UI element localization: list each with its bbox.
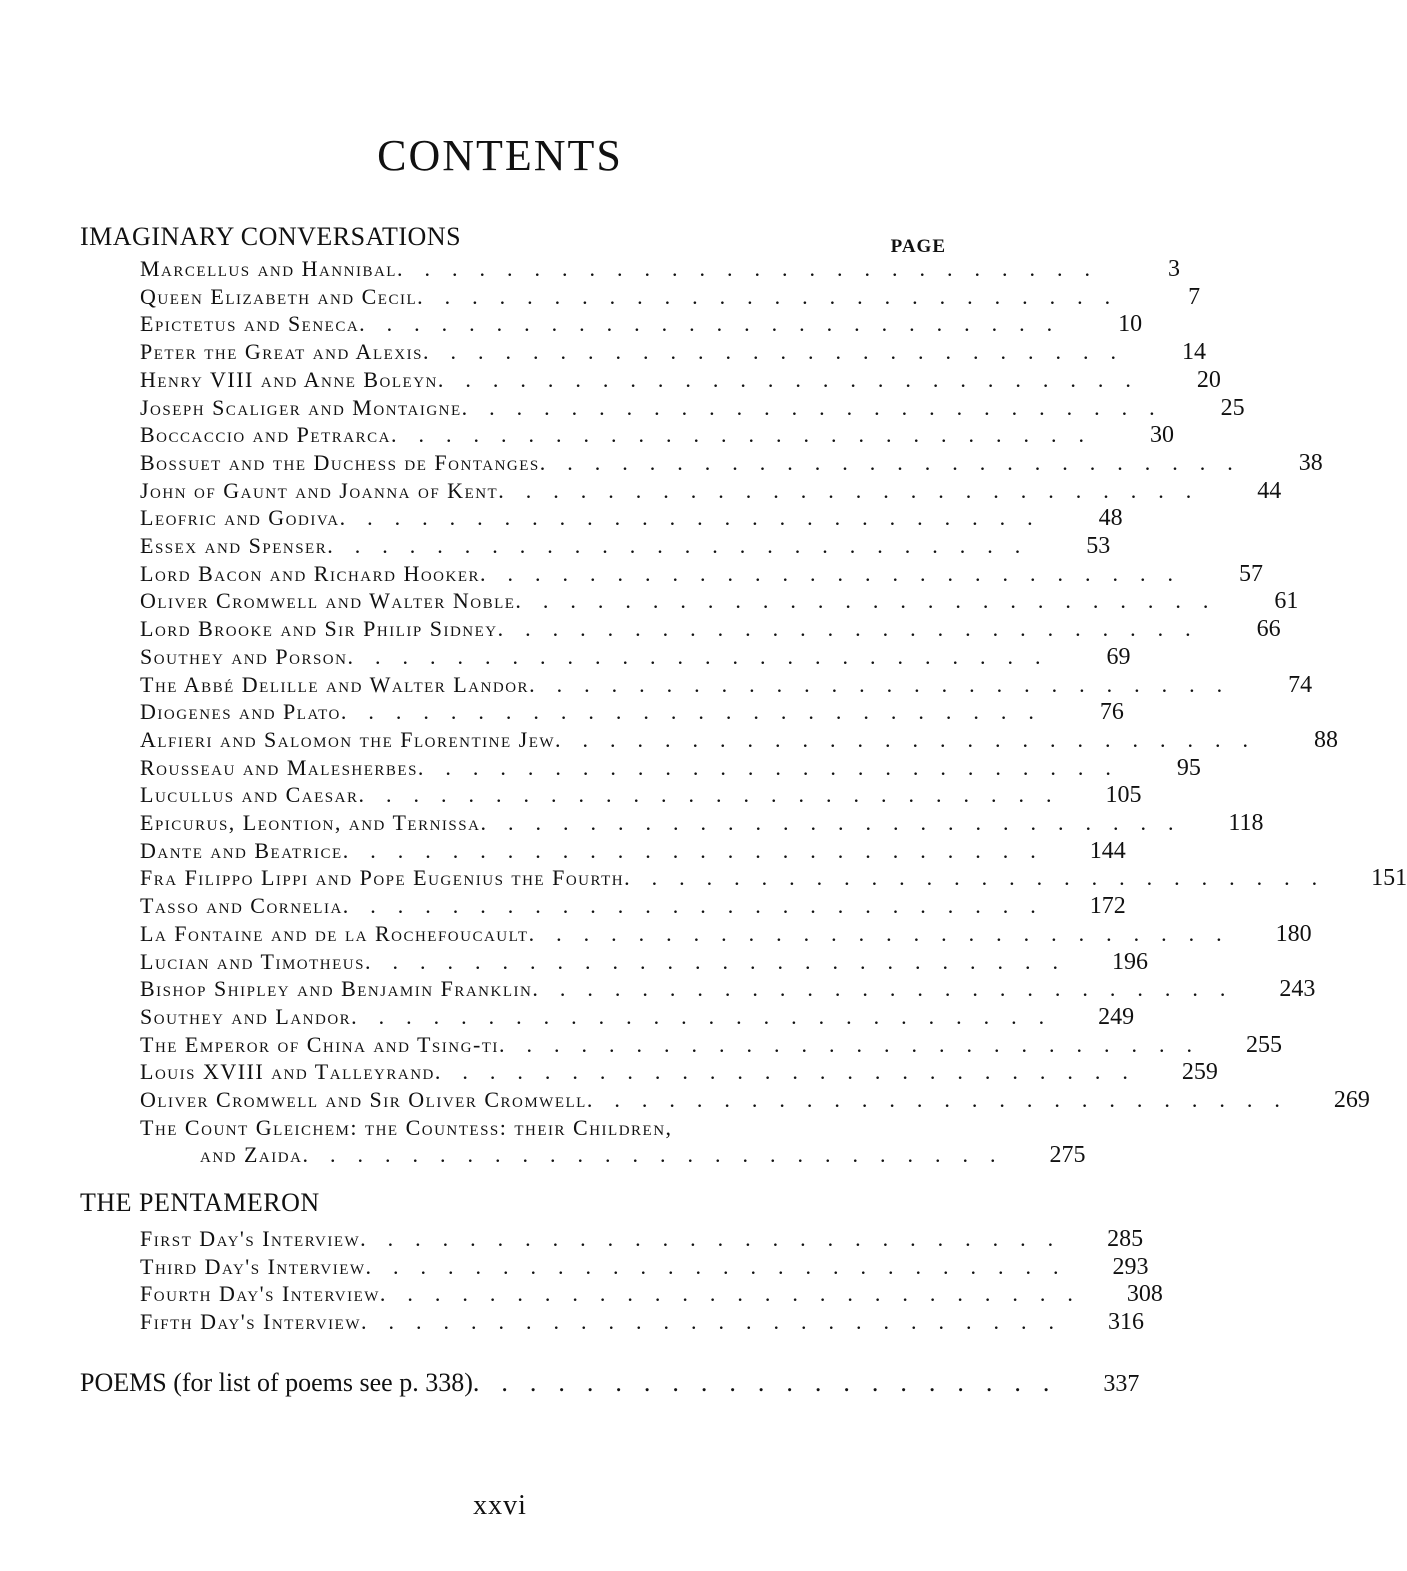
toc-entry-title: Lord Bacon and Richard Hooker [140,560,481,586]
toc-entry-title: Dante and Beatrice [140,837,343,863]
toc-entry-page-number: 269 [1333,1087,1370,1113]
dot-leader: .......................... [365,1253,1081,1279]
toc-entry-title: Fifth Day's Interview [140,1308,361,1334]
dot-leader: .......................... [327,533,1043,558]
toc-entry-page-number: 151 [1371,865,1407,892]
toc-entry[interactable] [140,699,1124,727]
toc-entry[interactable] [140,394,1245,423]
toc-entry[interactable] [140,810,1264,838]
toc-entry[interactable] [140,366,1221,395]
toc-entry-page-number: 20 [1196,366,1221,393]
toc-entry-title: Leofric and Godiva [140,505,340,531]
toc-entry-page-number: 66 [1256,616,1281,643]
dot-leader: .......................... [360,1226,1076,1251]
toc-entry-page-number: 53 [1086,533,1111,559]
toc-entry-title: La Fontaine and de la Rochefoucault [140,920,529,946]
dot-leader: .......................... [586,1087,1302,1112]
dot-leader: .......................... [498,477,1214,503]
dot-leader: .......................... [417,283,1133,309]
toc-entry[interactable] [140,1253,1149,1282]
toc-entry[interactable] [140,560,1264,589]
dot-leader: .......................... [342,837,1058,863]
toc-entry-title: Joseph Scaliger and Montaigne [140,394,462,420]
dot-leader: .......................... [515,588,1231,614]
dot-leader: .......................... [390,422,1106,448]
toc-entry-title: Epicurus, Leontion, and Ternissa [140,810,481,835]
toc-entry[interactable] [140,837,1126,866]
toc-entry-title: Southey and Landor [140,1003,352,1029]
dot-leader: .......................... [437,366,1153,392]
toc-entry[interactable] [140,588,1299,616]
toc-entry-title: Boccaccio and Petrarca [140,422,391,448]
toc-entry-page-number: 61 [1274,588,1299,615]
dot-leader: .......................... [379,1281,1095,1306]
toc-entry-title: Tasso and Cornelia [140,893,343,919]
toc-entry-page-number: 7 [1188,283,1201,310]
dot-leader: .......................... [361,1308,1076,1334]
toc-entry[interactable] [140,1059,1218,1087]
toc-entry-page-number: 76 [1099,699,1124,726]
toc-entry[interactable] [200,1142,1086,1170]
toc-entry[interactable] [140,1115,945,1143]
toc-entry[interactable] [140,283,1201,312]
toc-entry[interactable] [140,616,1281,644]
toc-entry[interactable] [140,920,1312,949]
toc-entry[interactable] [140,422,1174,450]
dot-leader: .......................... [461,394,1177,420]
toc-entry-title: Bossuet and the Duchess de Fontanges [140,449,540,475]
toc-entry-page-number: 95 [1176,754,1201,781]
dot-leader: .......................... [396,256,1112,281]
toc-entry[interactable] [140,754,1201,783]
toc-entry-title: Diogenes and Plato [140,699,341,725]
dot-leader: .......................... [497,616,1213,642]
toc-entry[interactable] [140,449,1323,478]
toc-entry-title: Lucian and Timotheus [140,948,365,974]
toc-entry-page-number: 249 [1098,1003,1135,1030]
toc-entry-page-number: 69 [1106,643,1131,670]
section-heading-pentameron: THE PENTAMERON [80,1188,320,1217]
toc-entry[interactable] [140,1087,1370,1115]
toc-entry-title: John of Gaunt and Joanna of Kent [140,477,499,503]
dot-leader: .......................... [529,671,1245,697]
toc-entry-title: Epictetus and Seneca [140,311,360,337]
poems-entry[interactable] [80,1368,1140,1400]
toc-entry[interactable] [140,311,1143,339]
toc-entry[interactable] [140,948,1148,977]
toc-entry[interactable] [140,671,1313,700]
toc-entry-page-number: 144 [1089,837,1126,864]
toc-entry[interactable] [140,339,1206,367]
toc-entry-title: First Day's Interview [140,1226,361,1251]
toc-entry-page-number: 180 [1275,920,1312,947]
dot-leader: .......................... [555,726,1271,752]
dot-leader: .......................... [417,754,1133,780]
toc-entry-title: Fourth Day's Interview [140,1281,380,1306]
dot-leader: .......................... [480,560,1196,586]
section-heading-imaginary-conversations: IMAGINARY CONVERSATIONS [80,222,462,251]
toc-entry-title: The Emperor of China and Tsing-ti [140,1031,499,1057]
toc-entry-title: Fra Filippo Lippi and Pope Eugenius the Fourth [140,865,625,891]
toc-entry-page-number: 3 [1167,256,1180,282]
toc-entry[interactable] [140,256,1180,284]
toc-entry-page-number: 30 [1149,422,1174,449]
dot-leader: .......................... [340,699,1056,725]
toc-entry-page-number: 48 [1098,505,1123,532]
toc-entry[interactable] [140,505,1123,533]
toc-entry-title: Peter the Great and Alexis [140,339,423,365]
toc-entry[interactable] [140,976,1316,1004]
toc-entry[interactable] [140,893,1126,921]
toc-entry-title: Lucullus and Caesar [140,782,359,808]
dot-leader: .......................... [351,1003,1067,1029]
folio-page-number: xxvi [473,1490,527,1521]
toc-entry-page-number: 308 [1126,1281,1163,1307]
toc-entry-page-number: 44 [1257,477,1282,504]
toc-entry-page-number: 74 [1288,671,1313,698]
dot-leader: .......................... [434,1059,1150,1085]
toc-entry-title: Henry VIII and Anne Boleyn [140,366,438,392]
toc-entry-page-number: 38 [1298,449,1323,476]
toc-entry-title: Bishop Shipley and Benjamin Franklin [140,976,533,1002]
dot-leader: .......................... [359,311,1075,337]
toc-entry-page-number: 316 [1108,1308,1144,1335]
page-title: CONTENTS [377,131,623,180]
toc-entry[interactable] [140,1226,1144,1254]
toc-entry-page-number: 196 [1111,948,1148,975]
toc-entry-title: Oliver Cromwell and Sir Oliver Cromwell [140,1087,587,1112]
toc-entry[interactable] [140,1031,1282,1060]
toc-entry-page-number: 285 [1107,1226,1144,1252]
toc-entry-title: Alfieri and Salomon the Florentine Jew [140,726,556,752]
toc-entry[interactable] [140,782,1142,810]
toc-entry-title: Queen Elizabeth and Cecil [140,283,418,309]
toc-entry[interactable] [140,865,1407,893]
toc-entry[interactable] [140,643,1131,672]
toc-entry-title: Oliver Cromwell and Walter Noble [140,588,516,614]
toc-entry-title: Third Day's Interview [140,1253,366,1279]
toc-entry[interactable] [140,1281,1163,1309]
dot-leader: .......................... [347,643,1063,669]
toc-entry-page-number: 57 [1239,560,1264,587]
toc-entry[interactable] [140,1003,1135,1032]
dot-leader: .......................... [528,920,1244,946]
dot-leader: .......................... [422,339,1138,365]
toc-entry-page-number: 243 [1279,976,1316,1003]
toc-entry-title: Southey and Porson [140,643,348,669]
dot-leader: .......................... [342,893,1058,919]
dot-leader: .......................... [532,976,1248,1002]
toc-entry-title: Marcellus and Hannibal [140,256,397,281]
toc-entry-page-number: 10 [1118,311,1143,338]
dot-leader: .......................... [539,449,1255,475]
toc-entry-page-number: 293 [1112,1253,1149,1280]
toc-entry-page-number: 25 [1220,394,1245,421]
toc-entry-title: Lord Brooke and Sir Philip Sidney [140,616,498,642]
dot-leader: .......................... [624,865,1340,891]
toc-entry-title: Louis XVIII and Talleyrand [140,1059,435,1085]
toc-entry-title: Essex and Spenser [140,533,328,558]
toc-entry-page-number: 255 [1245,1031,1282,1058]
toc-entry[interactable] [140,726,1339,755]
toc-entry-page-number: 259 [1181,1059,1218,1086]
toc-entry-title: The Count Gleichem: the Countess: their Children, [140,1114,673,1140]
dot-leader: ..................... [472,1368,1072,1397]
toc-entry-page-number: 275 [1049,1142,1086,1169]
toc-entry-title: and Zaida [200,1142,303,1168]
dot-leader: .......................... [339,505,1055,531]
toc-entry-page-number: 14 [1181,339,1206,366]
toc-entry[interactable] [140,477,1282,506]
dot-leader: .......................... [364,948,1080,974]
toc-entry-page-number: 118 [1228,810,1264,836]
dot-leader: .......................... [498,1031,1214,1057]
dot-leader: .......................... [358,782,1074,808]
dot-leader: .......................... [480,810,1196,835]
toc-entry-page-number: 105 [1105,782,1142,809]
dot-leader: .......................... [302,1142,1018,1168]
toc-entry-title: The Abbé Delille and Walter Landor [140,671,530,697]
toc-entry[interactable] [140,1308,1144,1337]
toc-entry-page-number: 172 [1089,893,1126,920]
page-column-label: PAGE [890,236,946,257]
toc-entry-page-number: 88 [1314,726,1339,753]
toc-entry-title: Rousseau and Malesherbes [140,754,418,780]
poems-page-number: 337 [1103,1371,1140,1397]
poems-label: POEMS (for list of poems see p. 338) [80,1368,473,1397]
toc-entry[interactable] [140,533,1111,561]
